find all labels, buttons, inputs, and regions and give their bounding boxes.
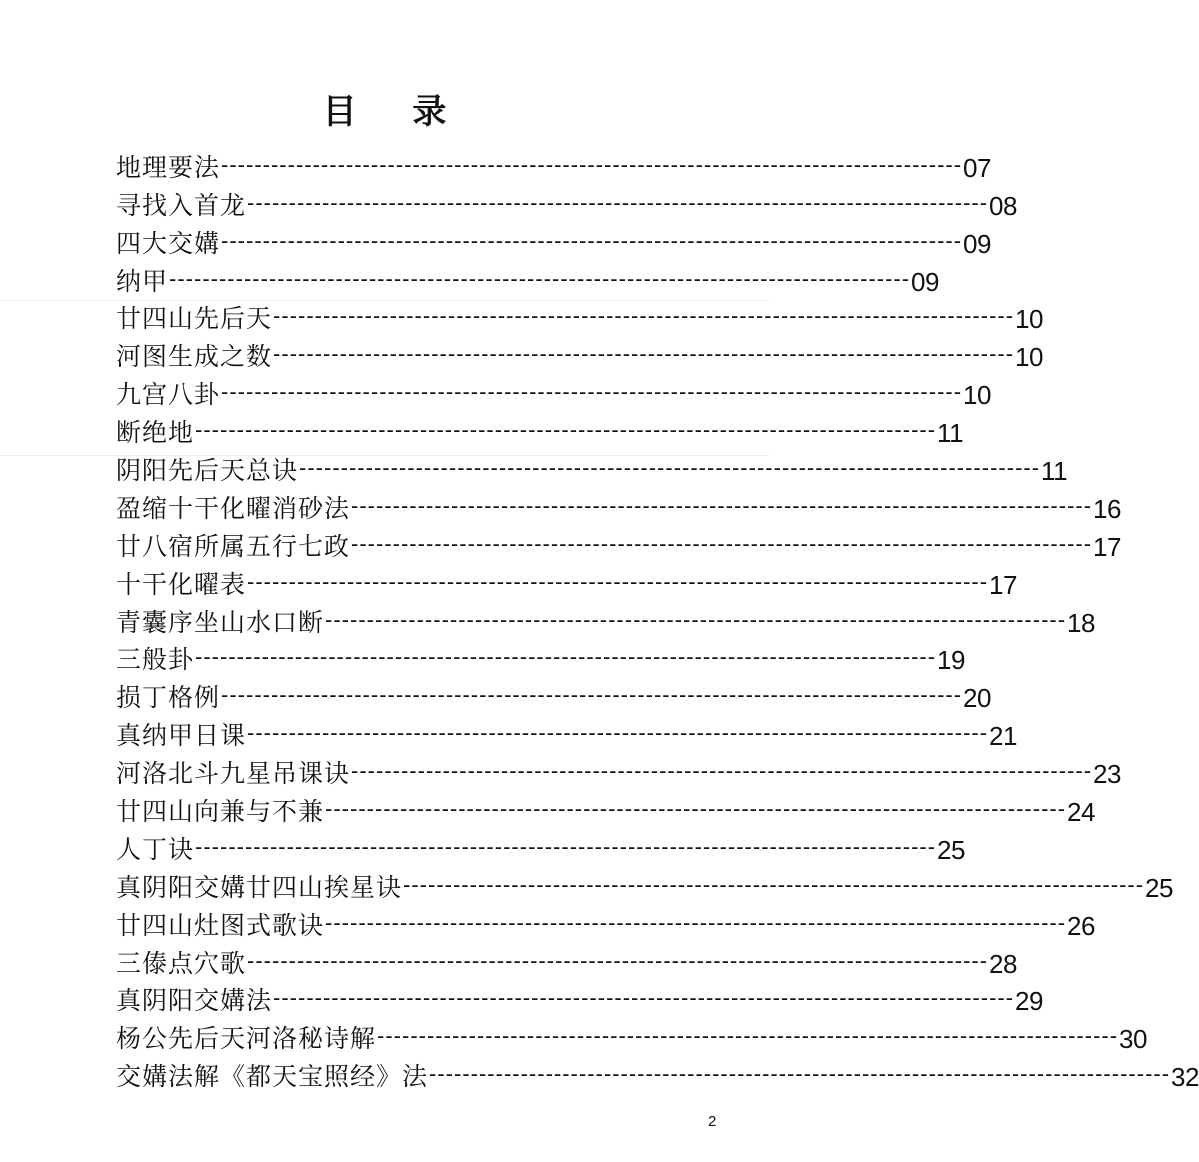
toc-entry-page: 24	[1067, 797, 1095, 828]
toc-entry-title: 河图生成之数	[116, 342, 273, 372]
toc-entry-page: 09	[963, 228, 991, 259]
toc-leader-dashes: -----------------------------------------------------------------------------------------	[195, 644, 937, 670]
toc-entry-title: 真阴阳交媾廿四山挨星诀	[116, 872, 403, 902]
toc-entry-title: 纳甲	[116, 266, 169, 296]
toc-entry-page: 20	[963, 683, 991, 714]
toc-entry	[116, 638, 965, 676]
toc-entry	[116, 183, 1017, 221]
toc-entry-title: 真纳甲日课	[116, 721, 247, 751]
toc-entry-page: 28	[989, 948, 1017, 979]
toc-entry-page: 26	[1067, 910, 1095, 941]
toc-entry-title: 真阴阳交媾法	[116, 986, 273, 1016]
toc-entry-page: 11	[1041, 456, 1068, 487]
toc-entry-page: 16	[1093, 493, 1121, 524]
toc-entry-page: 19	[937, 645, 965, 676]
toc-entry-title: 四大交媾	[116, 228, 221, 258]
toc-entry	[116, 448, 1068, 487]
toc-entry	[116, 751, 1121, 790]
toc-entry-title: 地理要法	[116, 152, 221, 182]
toc-leader-dashes: -----------------------------------------------------------------------------------------	[247, 568, 989, 594]
toc-leader-dashes: -----------------------------------------------------------------------------------------	[273, 341, 1015, 367]
toc-entry-title: 断绝地	[116, 418, 195, 448]
toc-leader-dashes: -----------------------------------------------------------------------------------------	[247, 947, 989, 973]
toc-leader-dashes: -----------------------------------------------------------------------------------------	[247, 720, 989, 746]
toc-entry-title: 寻找入首龙	[116, 190, 247, 220]
toc-entry-title: 三般卦	[116, 645, 195, 675]
toc-entry-page: 09	[911, 266, 939, 297]
toc-entry-title: 盈缩十干化曜消砂法	[116, 493, 351, 523]
toc-entry	[116, 600, 1095, 638]
toc-leader-dashes: -----------------------------------------------------------------------------------------	[221, 151, 963, 177]
toc-entry-page: 17	[1093, 531, 1121, 562]
toc-entry	[116, 675, 991, 714]
toc-leader-dashes: -----------------------------------------------------------------------------------------	[403, 871, 1145, 897]
toc-entry-title: 廿八宿所属五行七政	[116, 531, 351, 561]
toc-entry-page: 10	[963, 380, 991, 411]
toc-entry-title: 廿四山向兼与不兼	[116, 797, 325, 827]
toc-leader-dashes: -----------------------------------------------------------------------------------------	[325, 909, 1067, 935]
toc-entry	[116, 1016, 1147, 1055]
toc-leader-dashes: -----------------------------------------------------------------------------------------	[221, 227, 963, 253]
toc-entry-page: 25	[1145, 872, 1173, 903]
toc-entry	[116, 941, 1017, 979]
toc-entry-page: 30	[1119, 1024, 1147, 1055]
toc-leader-dashes: -----------------------------------------------------------------------------------------	[169, 265, 911, 291]
toc-leader-dashes: -----------------------------------------------------------------------------------------	[221, 682, 963, 708]
toc-entry-page: 21	[989, 721, 1017, 752]
toc-entry-title: 廿四山先后天	[116, 304, 273, 334]
toc-entry	[116, 562, 1017, 600]
toc-entry-page: 23	[1093, 759, 1121, 790]
toc-entry-page: 17	[989, 569, 1017, 600]
toc-entry-title: 杨公先后天河洛秘诗解	[116, 1024, 377, 1054]
toc-entry-page: 29	[1015, 986, 1043, 1017]
toc-entry	[116, 903, 1095, 941]
toc-entry-page: 25	[937, 834, 965, 865]
toc-entry-title: 青囊序坐山水口断	[116, 607, 325, 637]
toc-entry-page: 11	[937, 418, 964, 449]
toc-leader-dashes: -----------------------------------------------------------------------------------------	[273, 303, 1015, 329]
toc-entry	[116, 221, 991, 259]
toc-leader-dashes: -----------------------------------------------------------------------------------------	[299, 455, 1041, 481]
toc-title: 目 录	[322, 92, 469, 132]
toc-entry-title: 交媾法解《都天宝照经》法	[116, 1062, 429, 1092]
toc-entry	[116, 865, 1173, 903]
toc-entry	[116, 297, 1043, 335]
toc-entry-title: 九宫八卦	[116, 380, 221, 410]
toc-leader-dashes: -----------------------------------------------------------------------------------------	[351, 758, 1093, 784]
toc-leader-dashes: -----------------------------------------------------------------------------------------	[377, 1023, 1119, 1049]
toc-entry-title: 十干化曜表	[116, 569, 247, 599]
toc-entry	[116, 1054, 1199, 1093]
toc-leader-dashes: -----------------------------------------------------------------------------------------	[247, 189, 989, 215]
toc-entry-page: 32	[1171, 1062, 1199, 1093]
toc-entry-title: 三傣点穴歌	[116, 948, 247, 978]
toc-entry	[116, 372, 991, 411]
toc-entry	[116, 524, 1121, 562]
toc-leader-dashes: -----------------------------------------------------------------------------------------	[351, 530, 1093, 556]
toc-entry-page: 07	[963, 152, 991, 183]
toc-entry-page: 10	[1015, 342, 1043, 373]
toc-entry-page: 08	[989, 190, 1017, 221]
toc-leader-dashes: -----------------------------------------------------------------------------------------	[351, 492, 1093, 518]
toc-leader-dashes: -----------------------------------------------------------------------------------------	[273, 985, 1015, 1011]
toc-entry	[116, 259, 939, 297]
toc-entry-title: 人丁诀	[116, 834, 195, 864]
page-number: 2	[708, 1113, 717, 1130]
toc-entry	[116, 713, 1017, 752]
toc-leader-dashes: -----------------------------------------------------------------------------------------	[429, 1061, 1171, 1087]
table-of-contents	[116, 145, 1199, 1093]
toc-leader-dashes: -----------------------------------------------------------------------------------------	[195, 833, 937, 859]
toc-leader-dashes: -----------------------------------------------------------------------------------------	[325, 796, 1067, 822]
toc-entry-title: 阴阳先后天总诀	[116, 456, 299, 486]
toc-entry	[116, 789, 1095, 828]
toc-entry	[116, 334, 1043, 373]
toc-entry-title: 河洛北斗九星吊课诀	[116, 759, 351, 789]
toc-leader-dashes: -----------------------------------------------------------------------------------------	[325, 606, 1067, 632]
toc-entry	[116, 827, 965, 865]
toc-leader-dashes: -----------------------------------------------------------------------------------------	[221, 379, 963, 405]
toc-entry	[116, 979, 1043, 1017]
toc-entry-page: 18	[1067, 607, 1095, 638]
toc-entry	[116, 486, 1121, 524]
toc-entry	[116, 145, 991, 183]
toc-entry-title: 损丁格例	[116, 683, 221, 713]
toc-leader-dashes: -----------------------------------------------------------------------------------------	[195, 417, 937, 443]
toc-entry-page: 10	[1015, 304, 1043, 335]
toc-entry-title: 廿四山灶图式歌诀	[116, 910, 325, 940]
toc-entry	[116, 410, 964, 449]
